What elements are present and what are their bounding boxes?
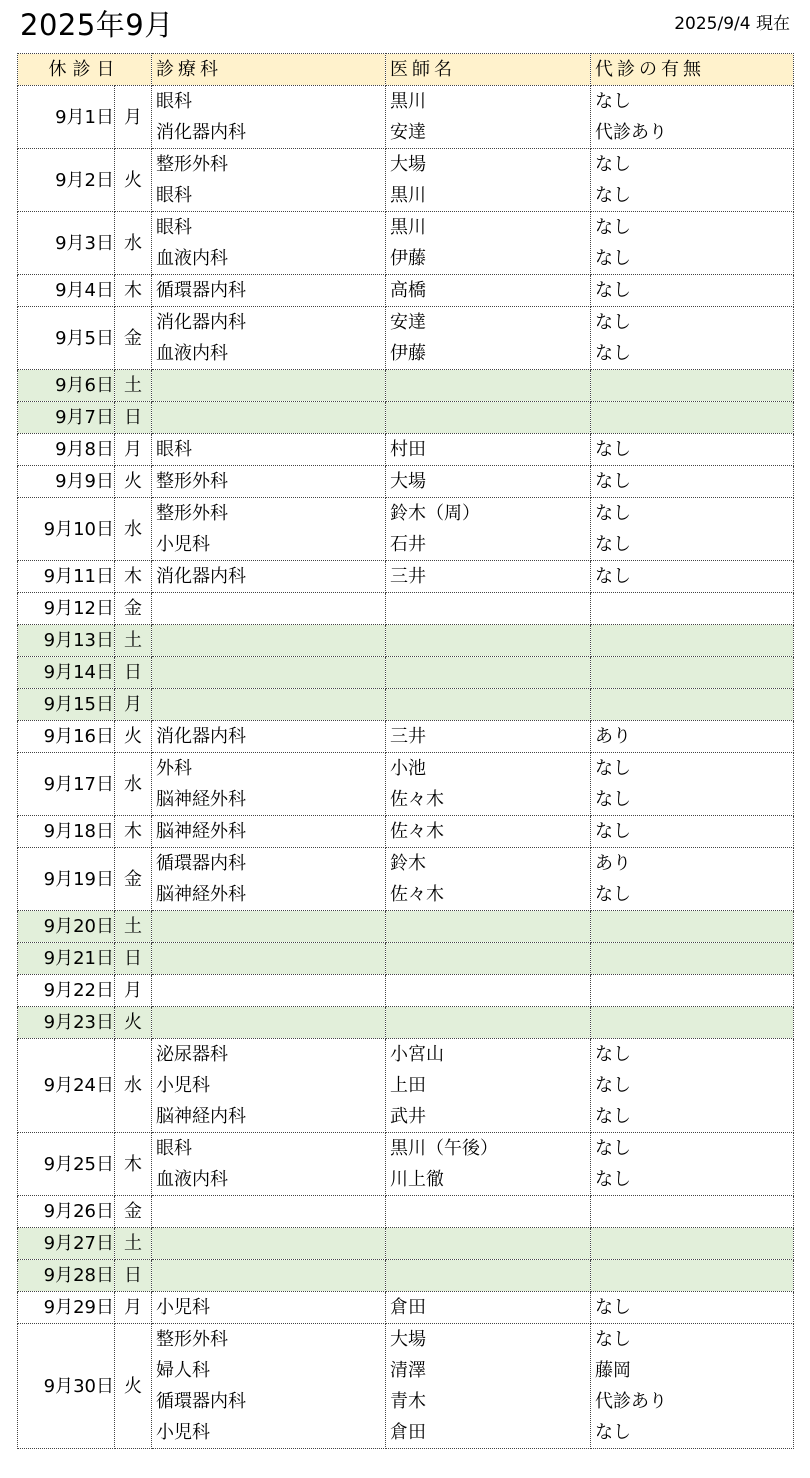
substitute-cell bbox=[591, 975, 794, 1007]
table-row bbox=[18, 86, 794, 149]
department-cell bbox=[152, 1196, 386, 1228]
department-line: 小児科 bbox=[156, 534, 210, 555]
date-cell: 9月7日 bbox=[18, 402, 115, 434]
table-row bbox=[18, 753, 794, 816]
table-row bbox=[18, 402, 794, 434]
weekday-cell: 日 bbox=[115, 1260, 152, 1292]
weekday-cell: 土 bbox=[115, 1228, 152, 1260]
department-cell bbox=[152, 498, 386, 561]
doctor-line: 村田 bbox=[390, 439, 426, 460]
date-cell: 9月20日 bbox=[18, 911, 115, 943]
date-cell: 9月5日 bbox=[18, 307, 115, 370]
substitute-line: なし bbox=[595, 471, 631, 492]
substitute-line: あり bbox=[595, 726, 631, 747]
substitute-line: なし bbox=[595, 1297, 631, 1318]
doctor-line: 倉田 bbox=[390, 1422, 426, 1443]
weekday-cell: 木 bbox=[115, 1133, 152, 1196]
substitute-cell bbox=[591, 1007, 794, 1039]
department-cell bbox=[152, 975, 386, 1007]
substitute-line: なし bbox=[595, 1169, 631, 1190]
doctor-cell bbox=[386, 466, 591, 498]
table-row bbox=[18, 1007, 794, 1039]
doctor-line: 伊藤 bbox=[390, 343, 426, 364]
weekday-cell: 火 bbox=[115, 149, 152, 212]
doctor-cell bbox=[386, 1196, 591, 1228]
doctor-cell bbox=[386, 593, 591, 625]
weekday-cell: 水 bbox=[115, 212, 152, 275]
table-row bbox=[18, 1039, 794, 1133]
date-cell: 9月26日 bbox=[18, 1196, 115, 1228]
date-cell: 9月11日 bbox=[18, 561, 115, 593]
department-cell bbox=[152, 1007, 386, 1039]
doctor-line: 佐々木 bbox=[390, 789, 444, 810]
weekday-cell: 月 bbox=[115, 1292, 152, 1324]
table-row bbox=[18, 370, 794, 402]
department-line: 消化器内科 bbox=[156, 122, 246, 143]
page-title: 2025年9月 bbox=[20, 8, 174, 42]
date-cell: 9月2日 bbox=[18, 149, 115, 212]
department-cell bbox=[152, 212, 386, 275]
doctor-line: 大場 bbox=[390, 471, 426, 492]
department-line: 小児科 bbox=[156, 1297, 210, 1318]
header-closure-date: 休診日 bbox=[18, 54, 152, 86]
substitute-line: なし bbox=[595, 1106, 631, 1127]
substitute-cell bbox=[591, 848, 794, 911]
table-row bbox=[18, 466, 794, 498]
substitute-line: なし bbox=[595, 154, 631, 175]
weekday-cell: 火 bbox=[115, 466, 152, 498]
department-cell bbox=[152, 307, 386, 370]
department-line: 脳神経外科 bbox=[156, 789, 246, 810]
doctor-cell bbox=[386, 86, 591, 149]
department-line: 脳神経内科 bbox=[156, 1106, 246, 1127]
department-cell bbox=[152, 689, 386, 721]
doctor-line: 安達 bbox=[390, 122, 426, 143]
substitute-cell bbox=[591, 753, 794, 816]
substitute-cell bbox=[591, 816, 794, 848]
substitute-cell bbox=[591, 1292, 794, 1324]
substitute-cell bbox=[591, 307, 794, 370]
doctor-line: 川上徹 bbox=[390, 1169, 444, 1190]
doctor-line: 上田 bbox=[390, 1075, 426, 1096]
doctor-cell bbox=[386, 498, 591, 561]
substitute-line: なし bbox=[595, 1044, 631, 1065]
department-cell bbox=[152, 1292, 386, 1324]
date-cell: 9月1日 bbox=[18, 86, 115, 149]
substitute-line: なし bbox=[595, 1329, 631, 1350]
department-line: 眼科 bbox=[156, 1138, 192, 1159]
doctor-cell bbox=[386, 753, 591, 816]
substitute-line: なし bbox=[595, 503, 631, 524]
department-line: 整形外科 bbox=[156, 503, 228, 524]
department-line: 眼科 bbox=[156, 91, 192, 112]
substitute-cell bbox=[591, 498, 794, 561]
doctor-cell bbox=[386, 657, 591, 689]
department-cell bbox=[152, 625, 386, 657]
weekday-cell: 日 bbox=[115, 402, 152, 434]
doctor-cell bbox=[386, 1260, 591, 1292]
table-row bbox=[18, 307, 794, 370]
table-row bbox=[18, 1292, 794, 1324]
doctor-line: 武井 bbox=[390, 1106, 426, 1127]
department-cell bbox=[152, 1133, 386, 1196]
substitute-cell bbox=[591, 625, 794, 657]
substitute-line: なし bbox=[595, 789, 631, 810]
schedule-body bbox=[18, 86, 794, 1449]
substitute-cell bbox=[591, 561, 794, 593]
table-row bbox=[18, 911, 794, 943]
date-cell: 9月29日 bbox=[18, 1292, 115, 1324]
doctor-cell bbox=[386, 370, 591, 402]
substitute-cell bbox=[591, 1133, 794, 1196]
weekday-cell: 木 bbox=[115, 561, 152, 593]
department-line: 婦人科 bbox=[156, 1360, 210, 1381]
department-line: 泌尿器科 bbox=[156, 1044, 228, 1065]
department-line: 整形外科 bbox=[156, 471, 228, 492]
department-line: 消化器内科 bbox=[156, 566, 246, 587]
department-cell bbox=[152, 911, 386, 943]
table-row bbox=[18, 212, 794, 275]
table-row bbox=[18, 943, 794, 975]
date-cell: 9月19日 bbox=[18, 848, 115, 911]
date-cell: 9月14日 bbox=[18, 657, 115, 689]
weekday-cell: 月 bbox=[115, 434, 152, 466]
doctor-cell bbox=[386, 1292, 591, 1324]
table-row bbox=[18, 625, 794, 657]
doctor-line: 小宮山 bbox=[390, 1044, 444, 1065]
date-cell: 9月12日 bbox=[18, 593, 115, 625]
substitute-line: なし bbox=[595, 217, 631, 238]
department-line: 循環器内科 bbox=[156, 1391, 246, 1412]
table-row bbox=[18, 848, 794, 911]
department-line: 整形外科 bbox=[156, 1329, 228, 1350]
doctor-line: 石井 bbox=[390, 534, 426, 555]
weekday-cell: 金 bbox=[115, 848, 152, 911]
substitute-line: なし bbox=[595, 280, 631, 301]
doctor-line: 佐々木 bbox=[390, 821, 444, 842]
date-cell: 9月24日 bbox=[18, 1039, 115, 1133]
substitute-line: なし bbox=[595, 884, 631, 905]
doctor-line: 黒川 bbox=[390, 91, 426, 112]
header-doctor: 医師名 bbox=[386, 54, 591, 86]
doctor-line: 黒川（午後） bbox=[390, 1138, 498, 1159]
date-cell: 9月8日 bbox=[18, 434, 115, 466]
date-cell: 9月27日 bbox=[18, 1228, 115, 1260]
substitute-line: なし bbox=[595, 1075, 631, 1096]
doctor-line: 伊藤 bbox=[390, 248, 426, 269]
substitute-cell bbox=[591, 1039, 794, 1133]
date-cell: 9月13日 bbox=[18, 625, 115, 657]
closure-schedule-table bbox=[17, 53, 794, 1449]
department-line: 血液内科 bbox=[156, 1169, 228, 1190]
department-line: 循環器内科 bbox=[156, 853, 246, 874]
department-cell bbox=[152, 370, 386, 402]
doctor-cell bbox=[386, 911, 591, 943]
substitute-line: なし bbox=[595, 91, 631, 112]
doctor-line: 黒川 bbox=[390, 185, 426, 206]
department-line: 眼科 bbox=[156, 185, 192, 206]
table-row bbox=[18, 721, 794, 753]
doctor-line: 小池 bbox=[390, 758, 426, 779]
doctor-cell bbox=[386, 689, 591, 721]
weekday-cell: 金 bbox=[115, 307, 152, 370]
department-cell bbox=[152, 86, 386, 149]
date-cell: 9月17日 bbox=[18, 753, 115, 816]
doctor-cell bbox=[386, 721, 591, 753]
doctor-line: 三井 bbox=[390, 726, 426, 747]
doctor-cell bbox=[386, 943, 591, 975]
doctor-cell bbox=[386, 1228, 591, 1260]
weekday-cell: 月 bbox=[115, 689, 152, 721]
doctor-cell bbox=[386, 149, 591, 212]
weekday-cell: 日 bbox=[115, 657, 152, 689]
weekday-cell: 金 bbox=[115, 1196, 152, 1228]
substitute-line: あり bbox=[595, 853, 631, 874]
table-row bbox=[18, 816, 794, 848]
substitute-cell bbox=[591, 943, 794, 975]
as-of-date: 2025/9/4 現在 bbox=[674, 14, 790, 34]
substitute-cell bbox=[591, 402, 794, 434]
substitute-cell bbox=[591, 721, 794, 753]
substitute-line: なし bbox=[595, 343, 631, 364]
department-line: 外科 bbox=[156, 758, 192, 779]
table-row bbox=[18, 149, 794, 212]
department-line: 消化器内科 bbox=[156, 726, 246, 747]
substitute-cell bbox=[591, 1260, 794, 1292]
weekday-cell: 木 bbox=[115, 816, 152, 848]
substitute-cell bbox=[591, 370, 794, 402]
table-row bbox=[18, 689, 794, 721]
date-cell: 9月6日 bbox=[18, 370, 115, 402]
substitute-line: なし bbox=[595, 185, 631, 206]
department-cell bbox=[152, 434, 386, 466]
weekday-cell: 水 bbox=[115, 1039, 152, 1133]
department-cell bbox=[152, 1324, 386, 1449]
department-cell bbox=[152, 657, 386, 689]
substitute-cell bbox=[591, 466, 794, 498]
substitute-cell bbox=[591, 911, 794, 943]
doctor-cell bbox=[386, 1039, 591, 1133]
substitute-cell bbox=[591, 212, 794, 275]
weekday-cell: 金 bbox=[115, 593, 152, 625]
table-row bbox=[18, 1260, 794, 1292]
substitute-cell bbox=[591, 434, 794, 466]
weekday-cell: 土 bbox=[115, 370, 152, 402]
substitute-cell bbox=[591, 657, 794, 689]
table-row bbox=[18, 561, 794, 593]
department-cell bbox=[152, 816, 386, 848]
doctor-line: 倉田 bbox=[390, 1297, 426, 1318]
doctor-line: 高橋 bbox=[390, 280, 426, 301]
department-line: 血液内科 bbox=[156, 343, 228, 364]
doctor-cell bbox=[386, 1133, 591, 1196]
substitute-line: 藤岡 bbox=[595, 1360, 631, 1381]
doctor-line: 鈴木 bbox=[390, 853, 426, 874]
department-cell bbox=[152, 848, 386, 911]
department-cell bbox=[152, 275, 386, 307]
substitute-cell bbox=[591, 275, 794, 307]
weekday-cell: 水 bbox=[115, 498, 152, 561]
doctor-line: 青木 bbox=[390, 1391, 426, 1412]
department-cell bbox=[152, 721, 386, 753]
weekday-cell: 土 bbox=[115, 625, 152, 657]
substitute-line: なし bbox=[595, 1422, 631, 1443]
department-line: 小児科 bbox=[156, 1422, 210, 1443]
substitute-line: 代診あり bbox=[595, 1391, 667, 1412]
weekday-cell: 土 bbox=[115, 911, 152, 943]
doctor-cell bbox=[386, 625, 591, 657]
department-line: 消化器内科 bbox=[156, 312, 246, 333]
doctor-cell bbox=[386, 561, 591, 593]
substitute-cell bbox=[591, 1324, 794, 1449]
doctor-line: 佐々木 bbox=[390, 884, 444, 905]
header-row bbox=[18, 54, 794, 86]
table-row bbox=[18, 498, 794, 561]
doctor-cell bbox=[386, 816, 591, 848]
department-line: 眼科 bbox=[156, 217, 192, 238]
department-line: 眼科 bbox=[156, 439, 192, 460]
substitute-line: なし bbox=[595, 758, 631, 779]
date-cell: 9月4日 bbox=[18, 275, 115, 307]
table-row bbox=[18, 1228, 794, 1260]
substitute-line: なし bbox=[595, 439, 631, 460]
weekday-cell: 日 bbox=[115, 943, 152, 975]
substitute-line: なし bbox=[595, 821, 631, 842]
substitute-line: なし bbox=[595, 1138, 631, 1159]
table-row bbox=[18, 657, 794, 689]
substitute-line: なし bbox=[595, 248, 631, 269]
date-cell: 9月21日 bbox=[18, 943, 115, 975]
doctor-line: 鈴木（周） bbox=[390, 503, 480, 524]
substitute-cell bbox=[591, 149, 794, 212]
substitute-cell bbox=[591, 689, 794, 721]
substitute-line: なし bbox=[595, 566, 631, 587]
table-row bbox=[18, 1133, 794, 1196]
weekday-cell: 水 bbox=[115, 753, 152, 816]
date-cell: 9月18日 bbox=[18, 816, 115, 848]
department-cell bbox=[152, 466, 386, 498]
substitute-line: 代診あり bbox=[595, 122, 667, 143]
department-cell bbox=[152, 1228, 386, 1260]
substitute-cell bbox=[591, 86, 794, 149]
date-cell: 9月3日 bbox=[18, 212, 115, 275]
department-line: 血液内科 bbox=[156, 248, 228, 269]
department-cell bbox=[152, 593, 386, 625]
doctor-cell bbox=[386, 848, 591, 911]
date-cell: 9月23日 bbox=[18, 1007, 115, 1039]
department-cell bbox=[152, 149, 386, 212]
substitute-cell bbox=[591, 593, 794, 625]
table-row bbox=[18, 434, 794, 466]
table-row bbox=[18, 1324, 794, 1449]
date-cell: 9月30日 bbox=[18, 1324, 115, 1449]
doctor-cell bbox=[386, 275, 591, 307]
substitute-cell bbox=[591, 1228, 794, 1260]
doctor-cell bbox=[386, 1007, 591, 1039]
doctor-line: 清澤 bbox=[390, 1360, 426, 1381]
doctor-line: 大場 bbox=[390, 154, 426, 175]
doctor-line: 安達 bbox=[390, 312, 426, 333]
department-line: 小児科 bbox=[156, 1075, 210, 1096]
date-cell: 9月15日 bbox=[18, 689, 115, 721]
doctor-cell bbox=[386, 402, 591, 434]
header-substitute: 代診の有無 bbox=[591, 54, 794, 86]
doctor-line: 黒川 bbox=[390, 217, 426, 238]
date-cell: 9月25日 bbox=[18, 1133, 115, 1196]
department-cell bbox=[152, 402, 386, 434]
weekday-cell: 火 bbox=[115, 721, 152, 753]
date-cell: 9月28日 bbox=[18, 1260, 115, 1292]
substitute-line: なし bbox=[595, 312, 631, 333]
date-cell: 9月16日 bbox=[18, 721, 115, 753]
date-cell: 9月22日 bbox=[18, 975, 115, 1007]
weekday-cell: 木 bbox=[115, 275, 152, 307]
department-cell bbox=[152, 753, 386, 816]
doctor-cell bbox=[386, 212, 591, 275]
weekday-cell: 火 bbox=[115, 1007, 152, 1039]
department-line: 脳神経外科 bbox=[156, 821, 246, 842]
doctor-cell bbox=[386, 434, 591, 466]
department-cell bbox=[152, 1039, 386, 1133]
department-cell bbox=[152, 1260, 386, 1292]
weekday-cell: 月 bbox=[115, 86, 152, 149]
doctor-line: 大場 bbox=[390, 1329, 426, 1350]
table-row bbox=[18, 275, 794, 307]
department-line: 整形外科 bbox=[156, 154, 228, 175]
doctor-cell bbox=[386, 975, 591, 1007]
weekday-cell: 月 bbox=[115, 975, 152, 1007]
department-line: 脳神経外科 bbox=[156, 884, 246, 905]
header-department: 診療科 bbox=[152, 54, 386, 86]
table-row bbox=[18, 1196, 794, 1228]
doctor-line: 三井 bbox=[390, 566, 426, 587]
table-row bbox=[18, 593, 794, 625]
doctor-cell bbox=[386, 1324, 591, 1449]
weekday-cell: 火 bbox=[115, 1324, 152, 1449]
table-row bbox=[18, 975, 794, 1007]
department-line: 循環器内科 bbox=[156, 280, 246, 301]
date-cell: 9月10日 bbox=[18, 498, 115, 561]
substitute-line: なし bbox=[595, 534, 631, 555]
department-cell bbox=[152, 943, 386, 975]
date-cell: 9月9日 bbox=[18, 466, 115, 498]
doctor-cell bbox=[386, 307, 591, 370]
substitute-cell bbox=[591, 1196, 794, 1228]
department-cell bbox=[152, 561, 386, 593]
